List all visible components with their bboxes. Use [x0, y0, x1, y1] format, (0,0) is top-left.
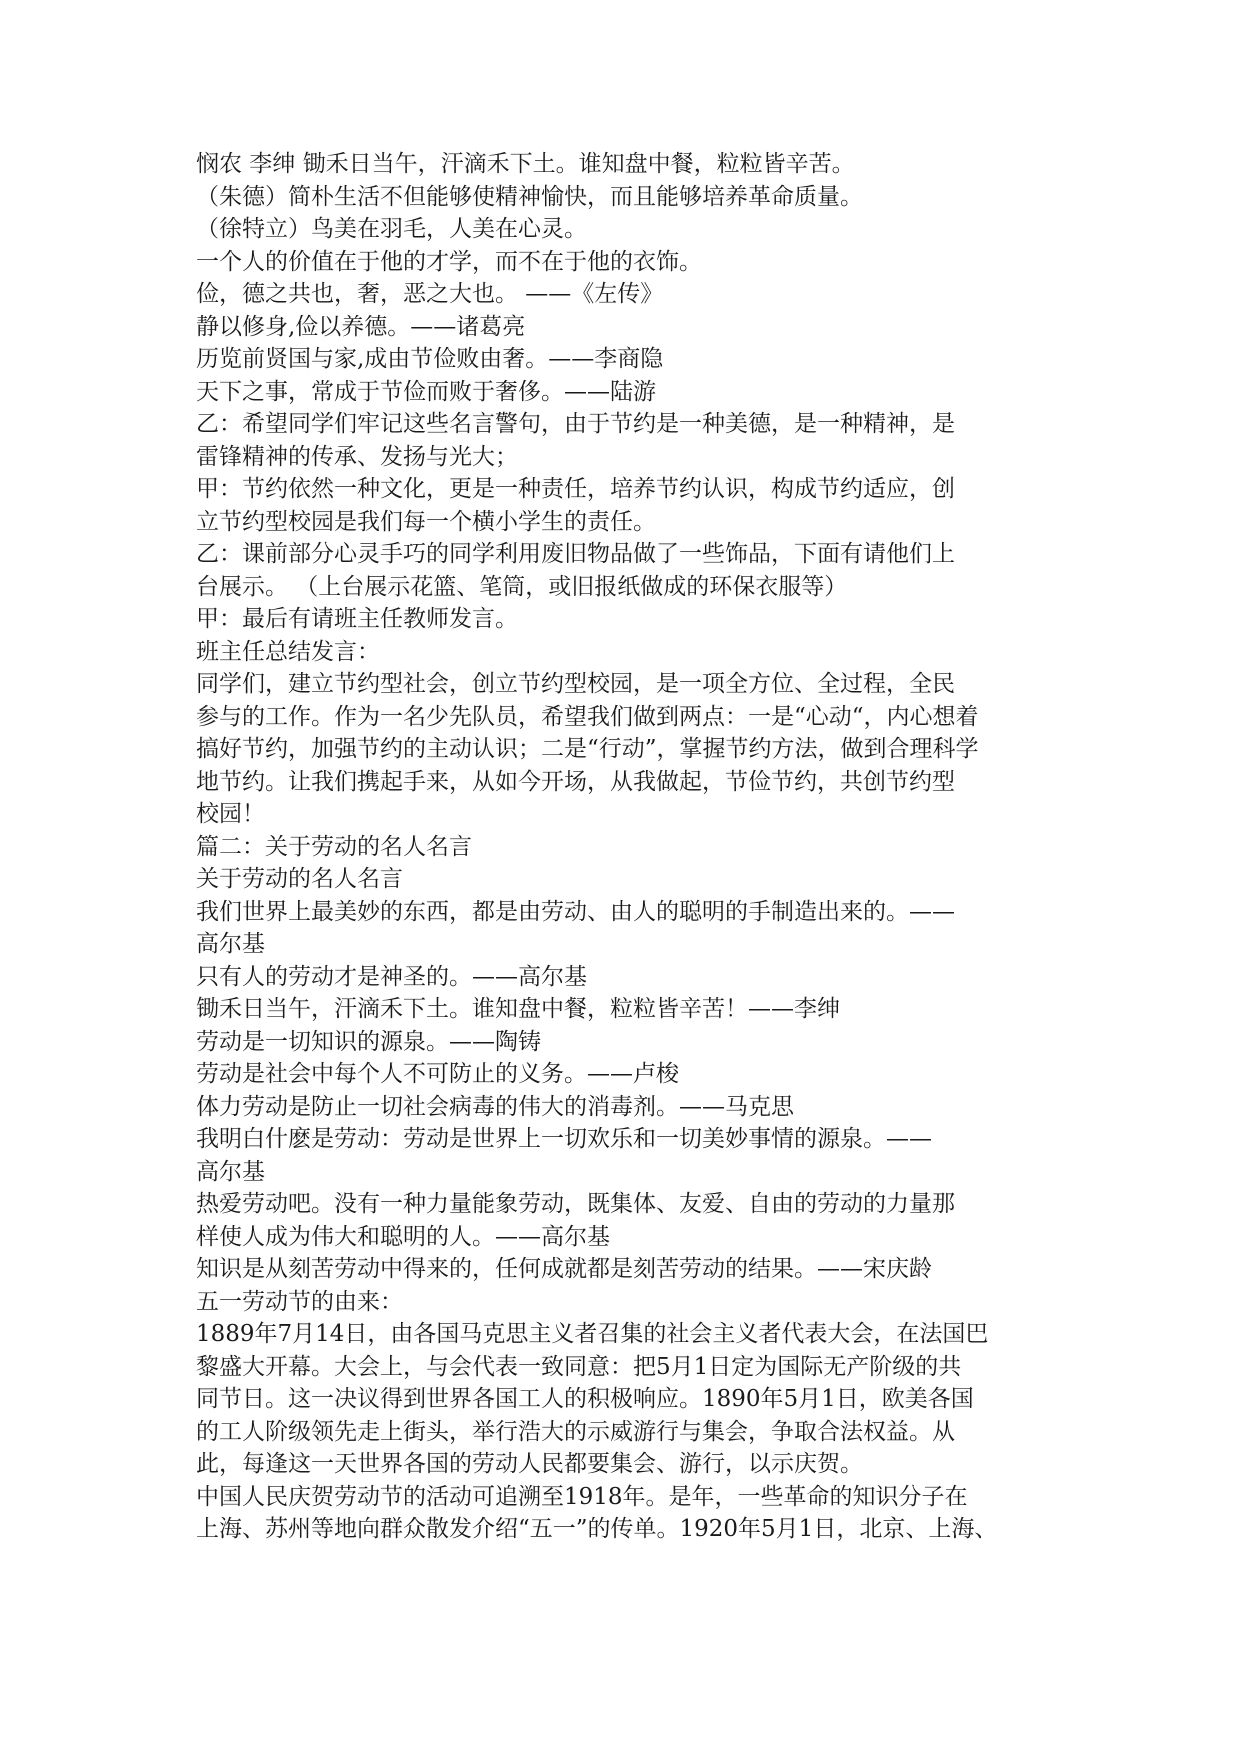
text-line: 的工人阶级领先走上街头，举行浩大的示威游行与集会，争取合法权益。从 — [196, 1418, 955, 1445]
text-line: 台展示。 （上台展示花篮、笔筒，或旧报纸做成的环保衣服等） — [196, 573, 848, 600]
text-line: 劳动是一切知识的源泉。——陶铸 — [196, 1028, 541, 1055]
text-line: 地节约。让我们携起手来，从如今开场，从我做起，节俭节约，共创节约型 — [196, 768, 955, 795]
text-line: 体力劳动是防止一切社会病毒的伟大的消毒剂。——马克思 — [196, 1093, 794, 1120]
text-line: 俭，德之共也，奢，恶之大也。 ——《左传》 — [196, 281, 664, 307]
document-page — [196, 148, 1056, 1546]
text-line: 搞好节约，加强节约的主动认识；二是“行动”，掌握节约方法，做到合理科学 — [196, 736, 979, 762]
text-line: 黎盛大开幕。大会上，与会代表一致同意：把5月1日定为国际无产阶级的共 — [196, 1353, 962, 1380]
text-line: （徐特立）鸟美在羽毛，人美在心灵。 — [196, 216, 587, 242]
text-line: 参与的工作。作为一名少先队员，希望我们做到两点：一是“心动“，内心想着 — [196, 703, 979, 730]
text-line: 高尔基 — [196, 931, 265, 957]
text-line: 五一劳动节的由来： — [196, 1288, 403, 1315]
text-line: 班主任总结发言： — [196, 638, 380, 665]
text-line: 中国人民庆贺劳动节的活动可追溯至1918年。是年，一些革命的知识分子在 — [196, 1483, 968, 1510]
text-line: 热爱劳动吧。没有一种力量能象劳动，既集体、友爱、自由的劳动的力量那 — [196, 1191, 955, 1217]
text-line: 历览前贤国与家,成由节俭败由奢。——李商隐 — [196, 346, 664, 372]
text-line: 我们世界上最美妙的东西，都是由劳动、由人的聪明的手制造出来的。—— — [196, 898, 955, 925]
text-line: 1889年7月14日，由各国马克思主义者召集的社会主义者代表大会，在法国巴 — [196, 1321, 989, 1347]
text-line: 我明白什麽是劳动：劳动是世界上一切欢乐和一切美妙事情的源泉。—— — [196, 1126, 932, 1152]
text-line: 篇二：关于劳动的名人名言 — [196, 833, 472, 860]
text-line: （朱德）简朴生活不但能够使精神愉快，而且能够培养革命质量。 — [196, 183, 863, 210]
text-line: 天下之事，常成于节俭而败于奢侈。——陆游 — [196, 378, 656, 405]
text-line: 此，每逢这一天世界各国的劳动人民都要集会、游行，以示庆贺。 — [196, 1451, 863, 1477]
text-line: 校园！ — [196, 801, 265, 827]
text-line: 上海、苏州等地向群众散发介绍“五一”的传单。1920年5月1日，北京、上海、 — [196, 1516, 998, 1542]
text-line: 只有人的劳动才是神圣的。——高尔基 — [196, 963, 587, 990]
text-line: 关于劳动的名人名言 — [196, 866, 403, 892]
text-line: 乙：课前部分心灵手巧的同学利用废旧物品做了一些饰品，下面有请他们上 — [196, 541, 955, 567]
text-line: 知识是从刻苦劳动中得来的，任何成就都是刻苦劳动的结果。——宋庆龄 — [196, 1256, 932, 1282]
text-line: 同节日。这一决议得到世界各国工人的积极响应。1890年5月1日，欧美各国 — [196, 1386, 974, 1412]
text-line: 雷锋精神的传承、发扬与光大； — [196, 443, 518, 470]
text-line: 同学们，建立节约型社会，创立节约型校园，是一项全方位、全过程，全民 — [196, 671, 955, 697]
text-line: 高尔基 — [196, 1158, 265, 1185]
text-line: 甲：最后有请班主任教师发言。 — [196, 606, 518, 632]
text-line: 样使人成为伟大和聪明的人。——高尔基 — [196, 1223, 610, 1250]
text-line: 甲：节约依然一种文化，更是一种责任，培养节约认识，构成节约适应，创 — [196, 476, 955, 502]
text-line: 乙：希望同学们牢记这些名言警句，由于节约是一种美德，是一种精神，是 — [196, 411, 955, 437]
text-line: 劳动是社会中每个人不可防止的义务。——卢梭 — [196, 1061, 679, 1087]
text-line: 悯农 李绅 锄禾日当午，汗滴禾下土。谁知盘中餐，粒粒皆辛苦。 — [196, 151, 855, 177]
text-line: 静以修身,俭以养德。——诸葛亮 — [196, 313, 526, 340]
text-line: 锄禾日当午，汗滴禾下土。谁知盘中餐，粒粒皆辛苦！——李绅 — [196, 996, 840, 1022]
text-line: 一个人的价值在于他的才学，而不在于他的衣饰。 — [196, 248, 702, 275]
text-line: 立节约型校园是我们每一个横小学生的责任。 — [196, 508, 656, 535]
